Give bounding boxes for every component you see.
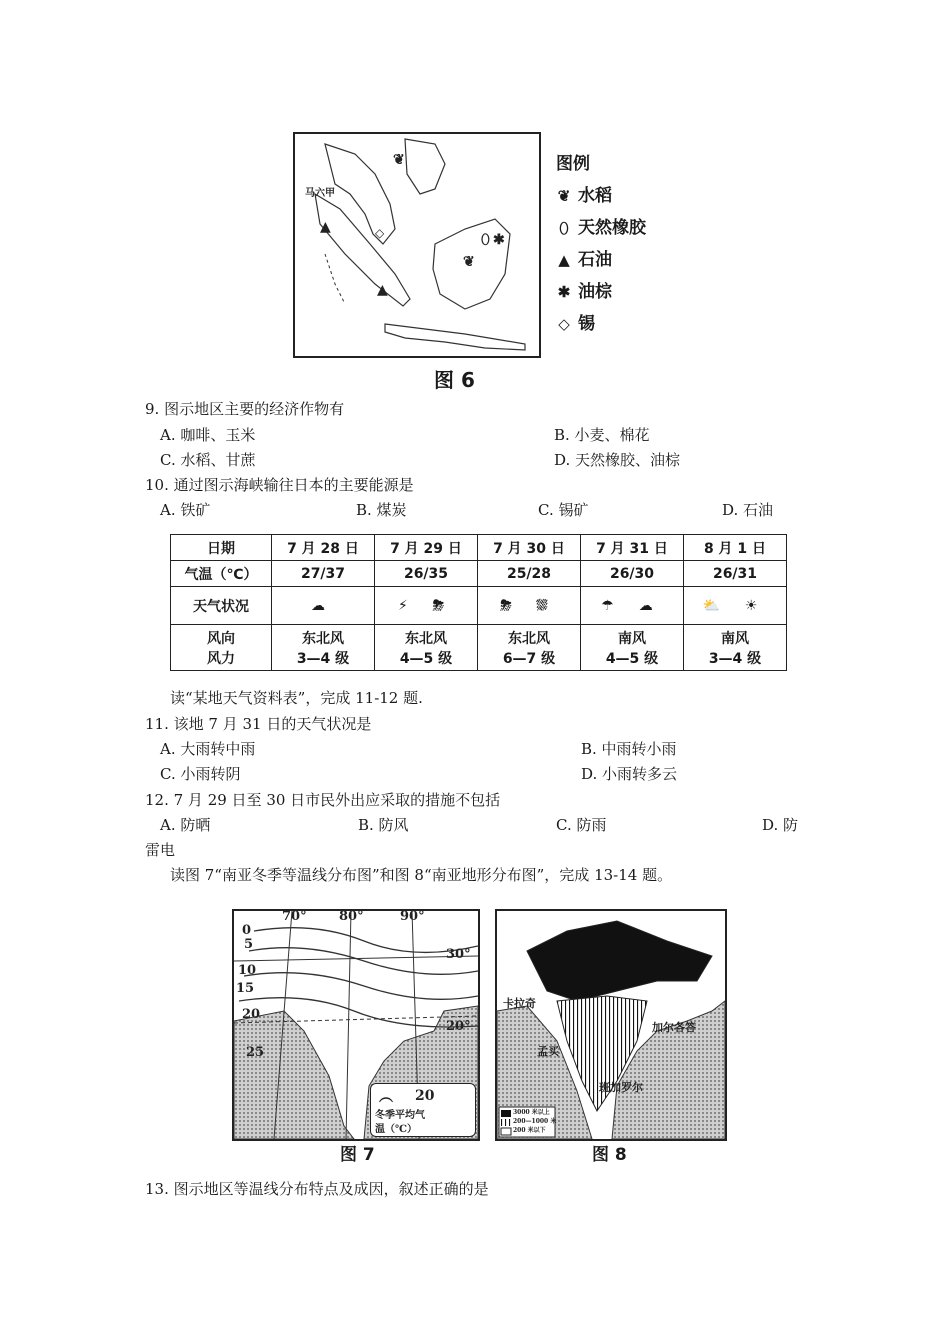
q11-option-d: D. 小雨转多云	[581, 765, 678, 783]
legend-label: 石油	[578, 250, 612, 270]
lat-label: 20°	[446, 1019, 471, 1034]
legend-title: 图例	[556, 154, 590, 174]
iso-label: 15	[236, 981, 255, 996]
row-header-wind-dir: 风向	[207, 630, 235, 647]
iso-label: 0	[242, 923, 252, 938]
q9-option-c: C. 水稻、甘蔗	[160, 451, 256, 469]
wind-force: 4—5 级	[605, 650, 659, 667]
lat-label: 30°	[446, 947, 471, 962]
q9-stem: 9. 图示地区主要的经济作物有	[145, 400, 345, 418]
weather-icon-cell: ☁	[272, 587, 375, 625]
wind-cell	[581, 625, 684, 671]
legend-label: 锡	[578, 314, 595, 334]
legend-label: 水稻	[578, 186, 612, 206]
wind-cell	[375, 625, 478, 671]
table-row-date	[171, 535, 787, 561]
figure-7-legend	[370, 1083, 476, 1137]
wind-force: 6—7 级	[502, 650, 556, 667]
wind-cell	[684, 625, 787, 671]
lon-label: 90°	[400, 909, 425, 924]
q12-option-d-continued: 雷电	[145, 841, 176, 859]
figure-8-map	[495, 909, 727, 1141]
q11-option-a: A. 大雨转中雨	[160, 740, 256, 758]
q9-option-d: D. 天然橡胶、油棕	[554, 451, 681, 469]
city-label-mumbai: 孟买	[537, 1045, 559, 1058]
row-header-temp: 气温（℃）	[171, 561, 272, 587]
q11-option-c: C. 小雨转阴	[160, 765, 241, 783]
q12-option-a: A. 防晒	[160, 816, 211, 834]
weather-table	[170, 534, 787, 671]
table-row-temp	[171, 561, 787, 587]
q10-option-a: A. 铁矿	[160, 501, 211, 519]
row-header-wind-force: 风力	[207, 650, 235, 667]
city-label-bangalore: 班加罗尔	[599, 1081, 643, 1094]
weather-icon-cell: ⛅ ☀	[684, 587, 787, 625]
temp-cell: 26/35	[375, 561, 478, 587]
city-label-karachi: 卡拉奇	[503, 997, 536, 1010]
isotherm-icon: ︵	[379, 1089, 393, 1105]
q9-option-a: A. 咖啡、玉米	[160, 426, 256, 444]
palm-icon: ✱	[557, 283, 571, 301]
temp-cell: 26/31	[684, 561, 787, 587]
wind-dir: 东北风	[405, 630, 447, 647]
figure-7-map	[232, 909, 480, 1141]
q12-option-b: B. 防风	[358, 816, 409, 834]
weather-icon-cell: ⚡ ⛈	[375, 587, 478, 625]
lon-label: 80°	[339, 909, 364, 924]
temp-cell: 26/30	[581, 561, 684, 587]
q9-option-b: B. 小麦、棉花	[554, 426, 650, 444]
q13-stem: 13. 图示地区等温线分布特点及成因，叙述正确的是	[145, 1180, 489, 1198]
lon-label: 70°	[282, 909, 307, 924]
intro-11-12: 读“某地天气资料表”，完成 11-12 题.	[170, 689, 423, 707]
legend-row-palm	[556, 276, 646, 308]
q12-option-c: C. 防雨	[556, 816, 607, 834]
legend-text: 200 米以下	[513, 1127, 546, 1134]
weather-icon-cell: ⛈ ⛆	[478, 587, 581, 625]
q11-stem: 11. 该地 7 月 31 日的天气状况是	[145, 715, 372, 733]
rice-icon: ❦	[463, 254, 475, 270]
wind-dir: 东北风	[508, 630, 550, 647]
legend-text: 温（℃）	[375, 1124, 417, 1135]
figure-6-caption: 图 6	[434, 368, 475, 392]
legend-label: 天然橡胶	[578, 218, 646, 238]
figure-7-caption: 图 7	[340, 1145, 375, 1165]
wind-force: 3—4 级	[296, 650, 350, 667]
row-header-date: 日期	[171, 535, 272, 561]
wind-dir: 东北风	[302, 630, 344, 647]
table-row-wind	[171, 625, 787, 671]
figure-6-map	[293, 132, 541, 358]
legend-text: 200—1000 米	[513, 1118, 557, 1125]
date-cell: 7 月 31 日	[581, 535, 684, 561]
row-header-wind	[171, 625, 272, 671]
city-label-kolkata: 加尔各答	[652, 1021, 696, 1034]
date-cell: 7 月 28 日	[272, 535, 375, 561]
legend-row-tin	[556, 308, 646, 340]
rice-icon: ❦	[557, 187, 571, 205]
palm-icon: ✱	[493, 232, 505, 248]
q12-option-d: D. 防	[762, 816, 799, 834]
intro-13-14: 读图 7“南亚冬季等温线分布图”和图 8“南亚地形分布图”，完成 13-14 题。	[170, 866, 673, 884]
rubber-icon: ⬯	[559, 219, 569, 237]
legend-row-oil	[556, 244, 646, 276]
tin-icon: ◇	[558, 315, 570, 333]
wind-force: 3—4 级	[708, 650, 762, 667]
q10-option-b: B. 煤炭	[356, 501, 407, 519]
iso-label: 20	[242, 1007, 261, 1022]
legend-text: 冬季平均气	[375, 1110, 425, 1121]
weather-icon-cell: ☂ ☁	[581, 587, 684, 625]
legend-row-rubber	[556, 212, 646, 244]
map-label-malacca: 马六甲	[305, 188, 335, 199]
wind-dir: 南风	[618, 630, 646, 647]
oil-icon: ▲	[558, 251, 570, 269]
q11-option-b: B. 中雨转小雨	[581, 740, 677, 758]
row-header-weather: 天气状况	[171, 587, 272, 625]
iso-label: 10	[238, 963, 257, 978]
wind-force: 4—5 级	[399, 650, 453, 667]
legend-text: 3000 米以上	[513, 1109, 550, 1116]
rice-icon: ❦	[393, 152, 405, 168]
oil-icon: ▲	[377, 282, 388, 298]
date-cell: 7 月 30 日	[478, 535, 581, 561]
legend-value: 20	[415, 1088, 435, 1104]
q10-option-c: C. 锡矿	[538, 501, 589, 519]
rubber-icon: ⬯	[481, 232, 490, 248]
q12-stem: 12. 7 月 29 日至 30 日市民外出应采取的措施不包括	[145, 791, 501, 809]
figure-6-legend	[556, 148, 646, 340]
q10-option-d: D. 石油	[722, 501, 774, 519]
wind-cell	[478, 625, 581, 671]
wind-dir: 南风	[721, 630, 749, 647]
figure-8-caption: 图 8	[592, 1145, 627, 1165]
oil-icon: ▲	[320, 219, 331, 235]
tin-icon: ◇	[375, 226, 385, 240]
date-cell: 8 月 1 日	[684, 535, 787, 561]
temp-cell: 25/28	[478, 561, 581, 587]
q10-stem: 10. 通过图示海峡输往日本的主要能源是	[145, 476, 414, 494]
legend-label: 油棕	[578, 282, 612, 302]
iso-label: 25	[246, 1045, 265, 1060]
wind-cell	[272, 625, 375, 671]
temp-cell: 27/37	[272, 561, 375, 587]
legend-row-rice	[556, 180, 646, 212]
date-cell: 7 月 29 日	[375, 535, 478, 561]
iso-label: 5	[244, 937, 254, 952]
table-row-weather	[171, 587, 787, 625]
